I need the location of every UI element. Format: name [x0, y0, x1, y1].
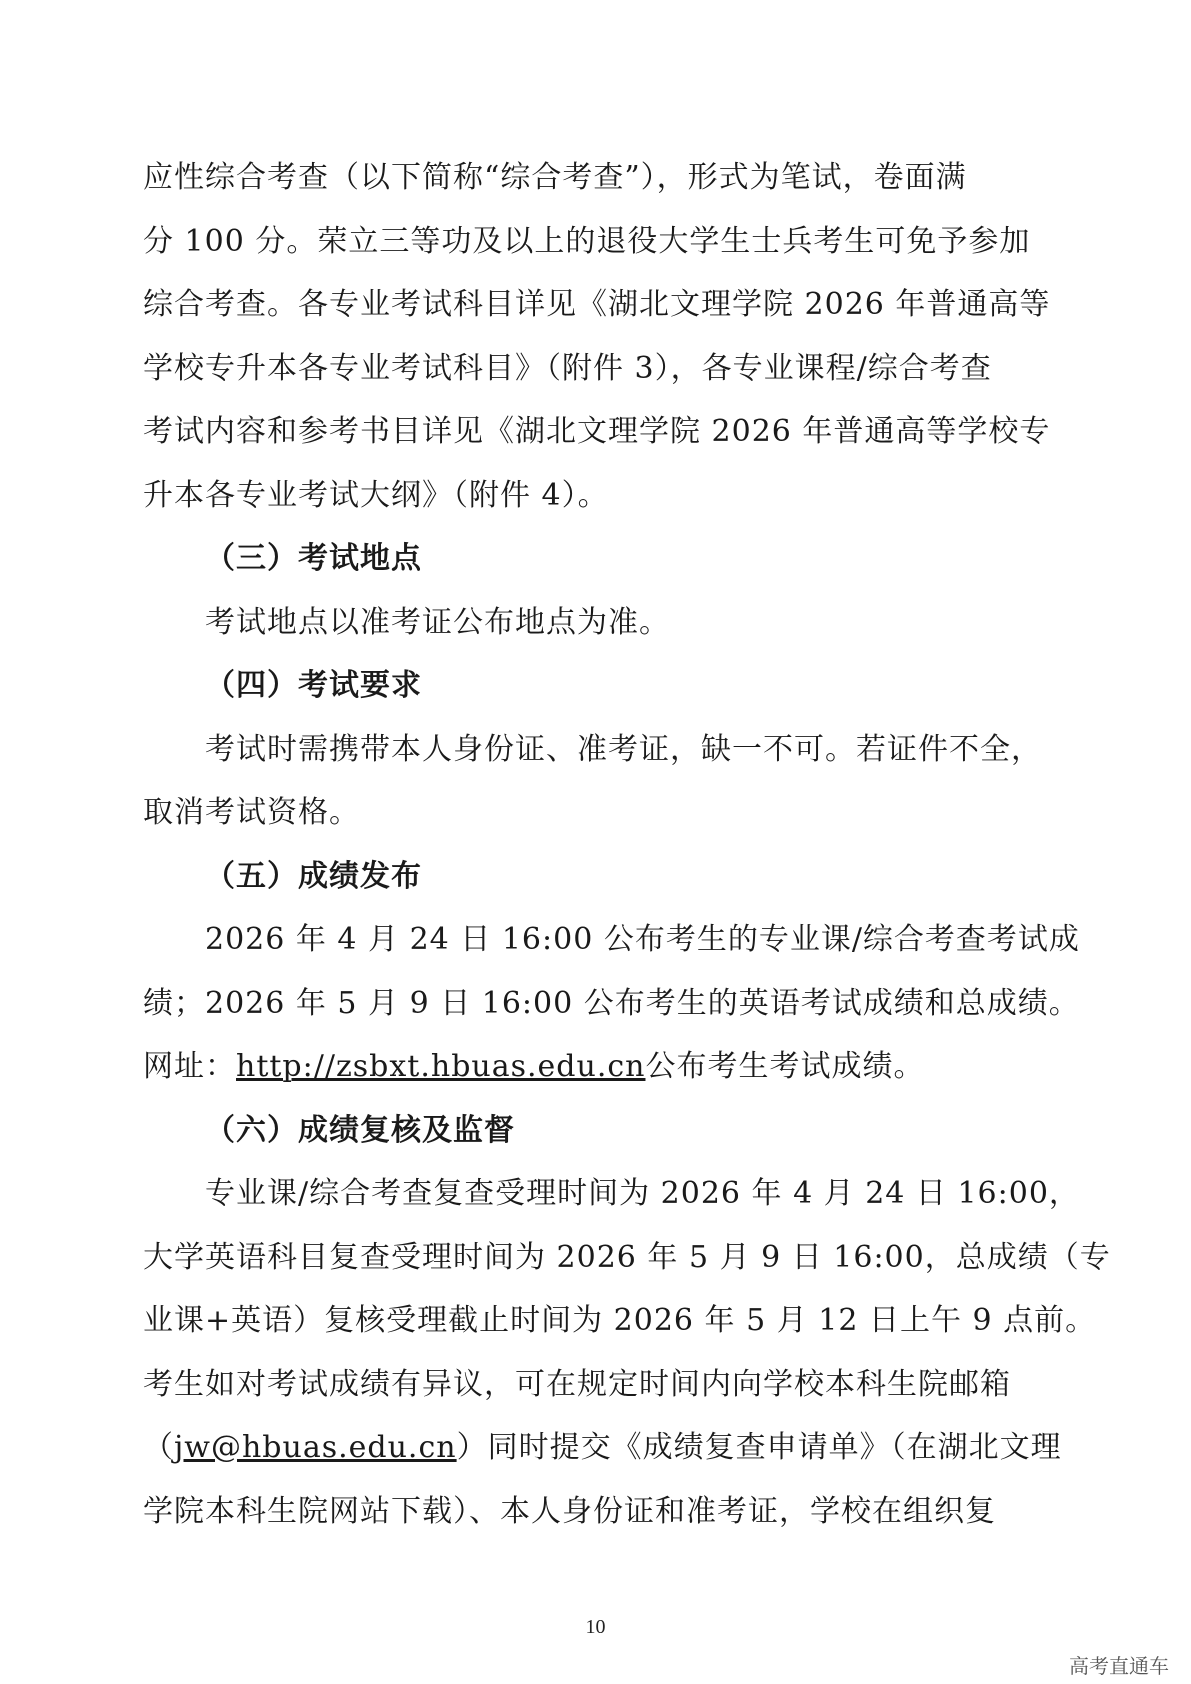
- section-heading-results: （五）成绩发布: [205, 858, 422, 894]
- watermark: 高考直通车: [1069, 1654, 1169, 1678]
- email-suffix: ）同时提交《成绩复查申请单》（在湖北文理: [456, 1430, 1062, 1465]
- review-email-line: [143, 1416, 1063, 1480]
- section-heading-location: （三）考试地点: [205, 541, 422, 576]
- section-heading-requirements: （四）考试要求: [205, 668, 422, 703]
- requirements-line: 考试时需携带本人身份证、准考证，缺一不可。若证件不全，: [205, 731, 1042, 767]
- paragraph-line: 综合考查。各专业考试科目详见《湖北文理学院 2026 年普通高等: [143, 287, 1051, 322]
- results-line: 绩；2026 年 5 月 9 日 16:00 公布考生的英语考试成绩和总成绩。: [143, 985, 1080, 1021]
- paragraph-line: 分 100 分。荣立三等功及以上的退役大学生士兵考生可免予参加: [143, 223, 1031, 259]
- review-line: 考生如对考试成绩有异议，可在规定时间内向学校本科生院邮箱: [143, 1366, 1011, 1402]
- website-suffix: 公布考生考试成绩。: [645, 1049, 925, 1084]
- review-line: 大学英语科目复查受理时间为 2026 年 5 月 9 日 16:00，总成绩（专: [143, 1239, 1111, 1275]
- results-website-line: [143, 1035, 1063, 1099]
- email-open-paren: （: [143, 1430, 174, 1465]
- section-heading-review: （六）成绩复核及监督: [205, 1112, 515, 1148]
- review-email-link[interactable]: jw@hbuas.edu.cn: [174, 1430, 457, 1465]
- requirements-line: 取消考试资格。: [143, 795, 360, 830]
- review-line: 学院本科生院网站下载）、本人身份证和准考证，学校在组织复: [143, 1493, 996, 1529]
- paragraph-line: 应性综合考查（以下简称“综合考查”），形式为笔试，卷面满: [143, 160, 967, 195]
- website-label: 网址：: [143, 1049, 236, 1084]
- document-body: [143, 146, 1111, 1543]
- page-number: 10: [585, 1616, 606, 1638]
- results-website-link[interactable]: http://zsbxt.hbuas.edu.cn: [236, 1049, 646, 1084]
- paragraph-line: 学校专升本各专业考试科目》（附件 3），各专业课程/综合考查: [143, 350, 992, 386]
- review-line: 业课+英语）复核受理截止时间为 2026 年 5 月 12 日上午 9 点前。: [143, 1303, 1097, 1338]
- exam-subjects-paragraph: [143, 146, 1063, 527]
- review-line: 专业课/综合考查复查受理时间为 2026 年 4 月 24 日 16:00，: [205, 1176, 1080, 1211]
- paragraph-line: 考试内容和参考书目详见《湖北文理学院 2026 年普通高等学校专: [143, 414, 1051, 449]
- results-line: 2026 年 4 月 24 日 16:00 公布考生的专业课/综合考查考试成: [205, 922, 1080, 957]
- location-text: 考试地点以准考证公布地点为准。: [205, 604, 670, 640]
- paragraph-line: 升本各专业考试大纲》（附件 4）。: [143, 477, 609, 513]
